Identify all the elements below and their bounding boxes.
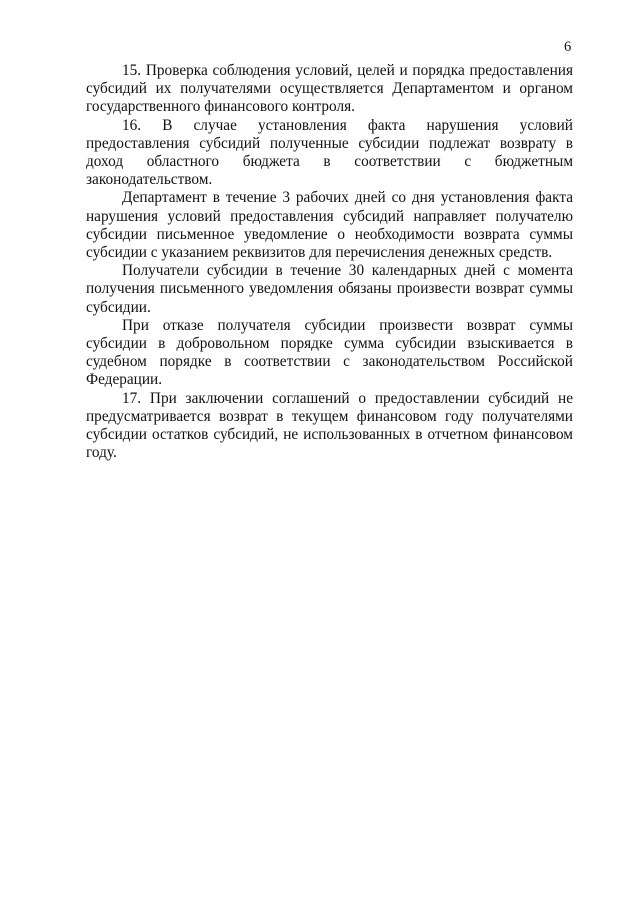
- document-body: [86, 62, 573, 462]
- page-number: 6: [564, 39, 572, 55]
- paragraph-16: 16. В случае установления факта нарушения условий предоставления субсидий полученные субсидии подлежат возврату в доход областного бюджета в соответствии с бюджетным законодательством.: [86, 116, 573, 189]
- paragraph-court-recovery: При отказе получателя субсидии произвести возврат суммы субсидии в добровольном порядке сумма субсидии взыскивается в судебном порядке в соответствии с законодательством Российской Федерации.: [86, 316, 573, 389]
- paragraph-refund-deadline: Получатели субсидии в течение 30 календарных дней с момента получения письменного уведомления обязаны произвести возврат суммы субсидии.: [86, 262, 573, 316]
- paragraph-17: 17. При заключении соглашений о предоставлении субсидий не предусматривается возврат в текущем финансовом году получателями субсидии остатков субсидий, не использованных в отчетном финансовом году.: [86, 389, 573, 462]
- paragraph-15: 15. Проверка соблюдения условий, целей и порядка предоставления субсидий их получателями осуществляется Департаментом и органом государственного финансового контроля.: [86, 62, 573, 116]
- paragraph-department-notice: Департамент в течение 3 рабочих дней со дня установления факта нарушения условий предоставления субсидий направляет получателю субсидии письменное уведомление о необходимости возврата суммы субсидии с указанием реквизитов для перечисления денежных средств.: [86, 189, 573, 262]
